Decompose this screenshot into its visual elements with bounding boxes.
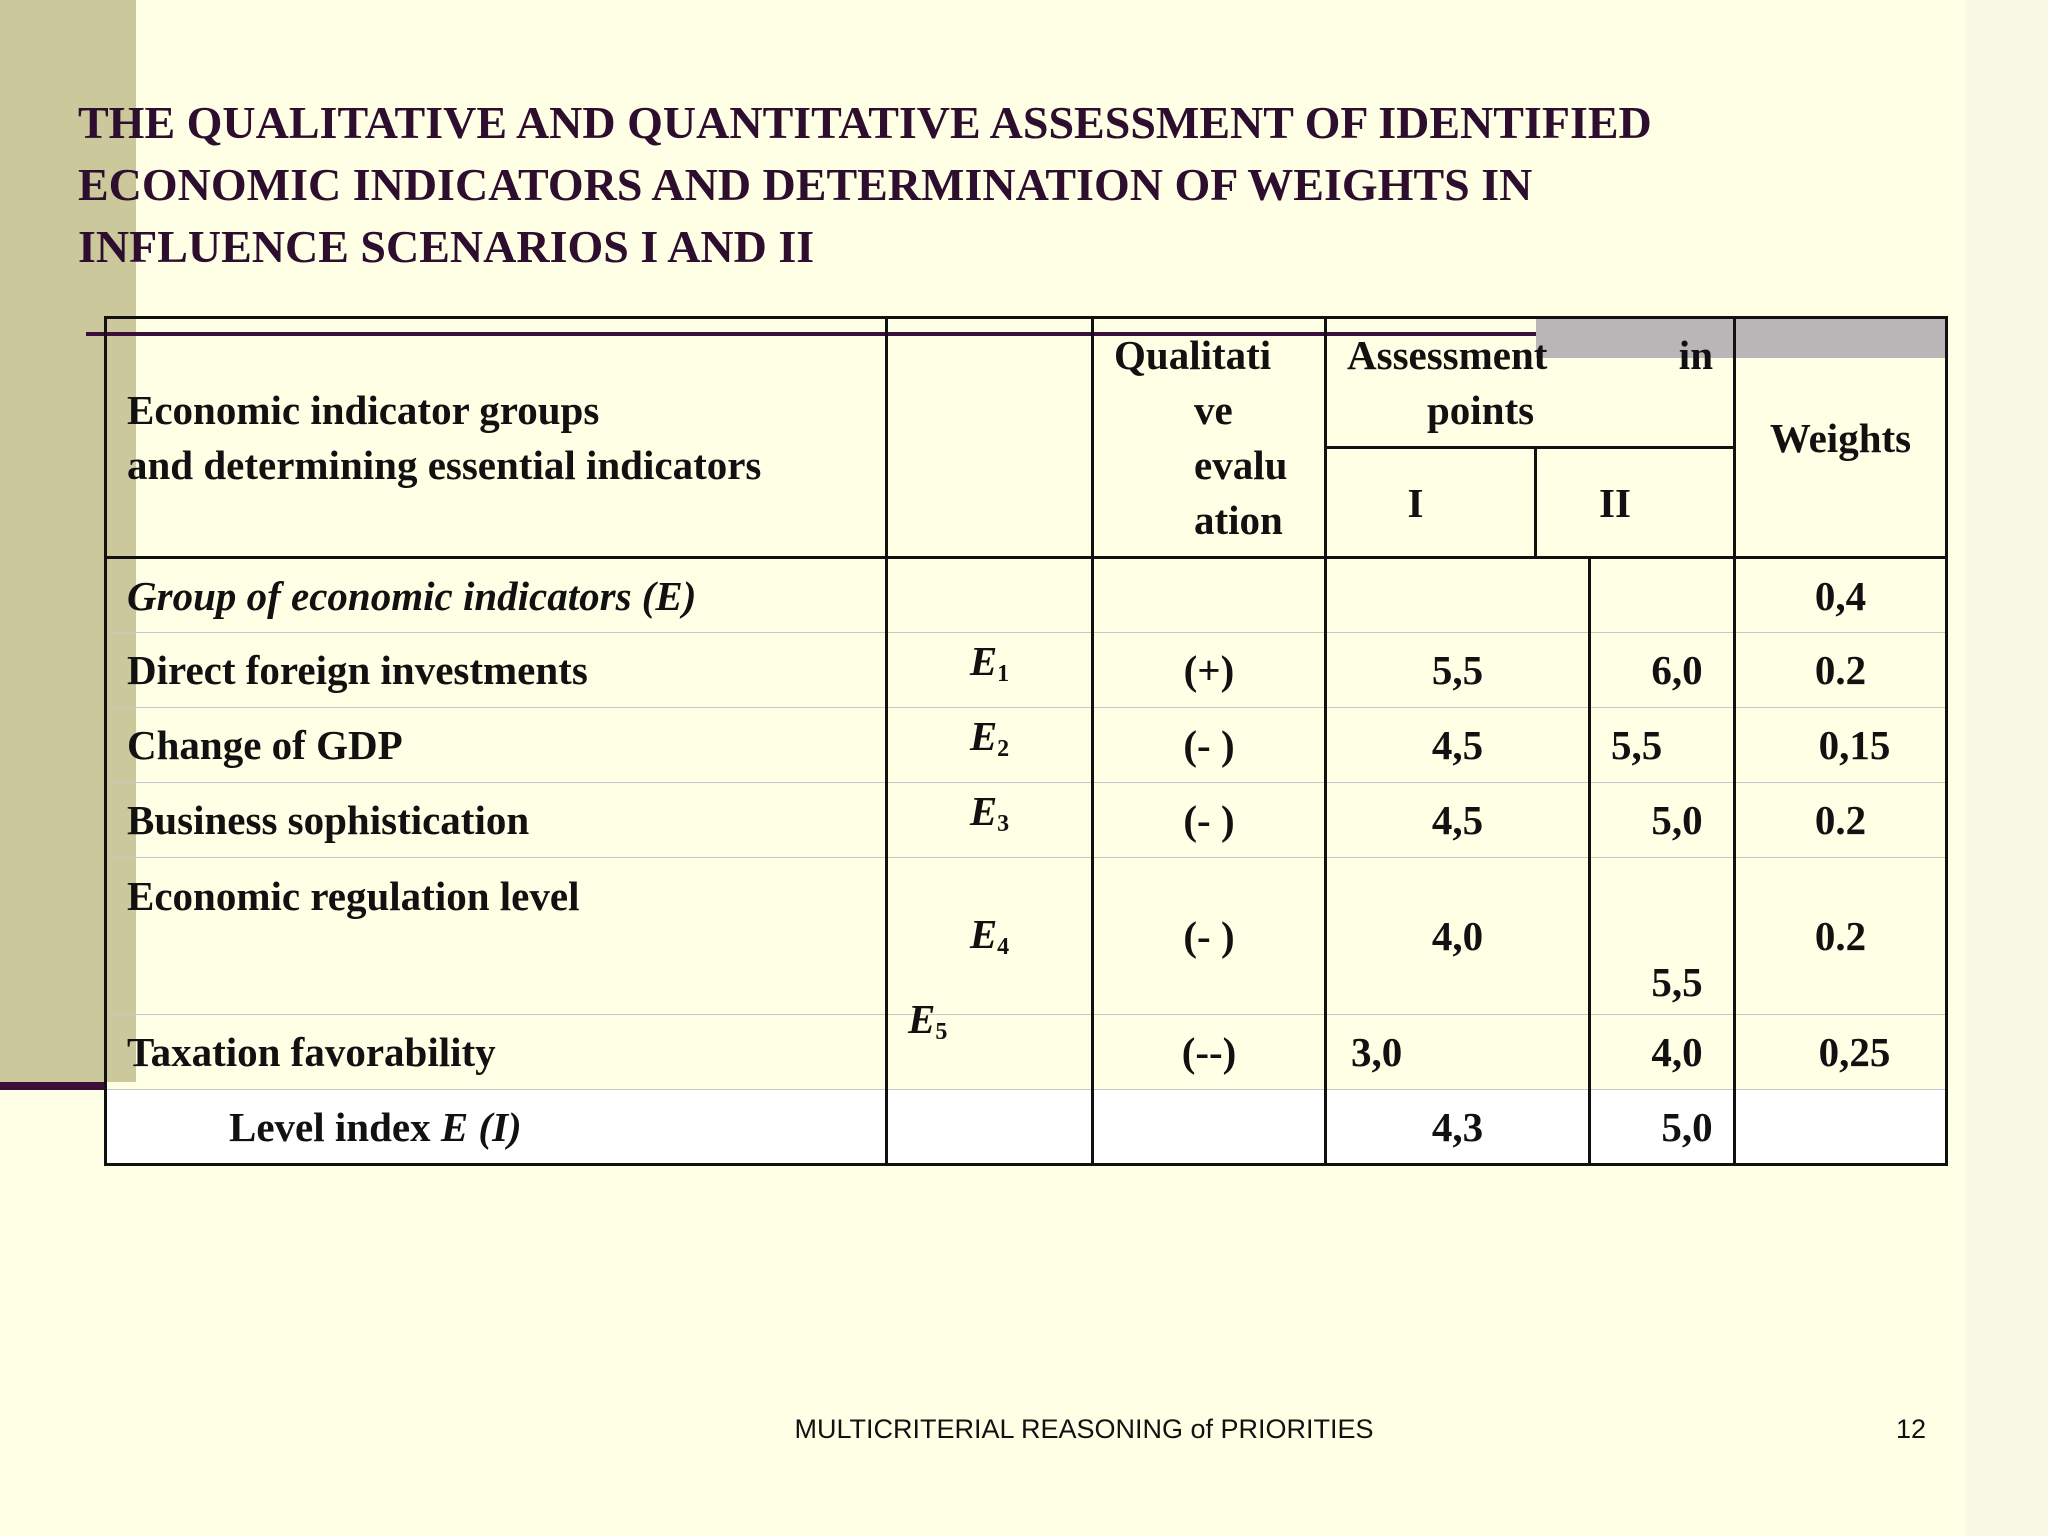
header-qual-line3: evalu (1194, 441, 1288, 488)
row-weight: 0,25 (1735, 1015, 1947, 1090)
row-score-2: 6,0 (1590, 633, 1735, 708)
row-label: Economic regulation level (106, 858, 887, 1015)
level-symbol-cell (887, 1090, 1093, 1165)
slide-title: THE QUALITATIVE AND QUANTITATIVE ASSESSMENT OF IDENTIFIED ECONOMIC INDICATORS AND DETERMINATION OF WEIGHTS IN INFLUENCE SCENARIOS I AND II (78, 97, 1652, 272)
level-score-1: 4,3 (1326, 1090, 1590, 1165)
row-weight: 0,15 (1735, 708, 1947, 783)
table-row (106, 633, 1947, 708)
group-weight: 0,4 (1735, 558, 1947, 633)
row-qualitative: (- ) (1093, 858, 1326, 1015)
row-label: Business sophistication (106, 783, 887, 858)
row-label: Change of GDP (106, 708, 887, 783)
row-score-2: 5,5 (1590, 858, 1735, 1015)
group-s1-cell (1326, 558, 1590, 633)
row-weight: 0.2 (1735, 858, 1947, 1015)
header-assessment-in-points (1326, 318, 1735, 448)
row-score-1: 3,0 (1326, 1015, 1590, 1090)
row-label: Direct foreign investments (106, 633, 887, 708)
group-symbol-cell (887, 558, 1093, 633)
header-scenario-1: I (1326, 448, 1536, 558)
row-score-2: 4,0 (1590, 1015, 1735, 1090)
group-label: Group of economic indicators (E) (106, 558, 887, 633)
row-weight: 0.2 (1735, 633, 1947, 708)
table-row (106, 783, 1947, 858)
row-qualitative: (+) (1093, 633, 1326, 708)
header-assess-word1: Assessment (1347, 331, 1548, 378)
header-assess-word3: points (1427, 386, 1535, 433)
group-qual-cell (1093, 558, 1326, 633)
assessment-table-wrapper (104, 316, 1948, 1166)
level-weight-cell (1735, 1090, 1947, 1165)
row-symbol: $E_1$ (887, 633, 1093, 708)
table-row-group (106, 558, 1947, 633)
row-score-1: 5,5 (1326, 633, 1590, 708)
header-qual-line2: ve (1194, 386, 1233, 433)
row-qualitative: (- ) (1093, 783, 1326, 858)
assessment-table (104, 316, 1948, 1166)
header-weights: Weights (1735, 318, 1947, 558)
table-row (106, 1015, 1947, 1090)
row-symbol: $E_2$ (887, 708, 1093, 783)
slide-footer: MULTICRITERIAL REASONING of PRIORITIES (794, 1414, 1374, 1444)
decorative-right-edge (1966, 0, 2048, 1536)
header-qual-line4: ation (1194, 496, 1283, 543)
group-s2-cell (1590, 558, 1735, 633)
row-weight: 0.2 (1735, 783, 1947, 858)
header-assess-word2: in (1678, 331, 1713, 378)
row-symbol: $E_5$ (887, 1015, 1093, 1090)
level-score-2: 5,0 (1590, 1090, 1735, 1165)
row-score-1: 4,0 (1326, 858, 1590, 1015)
row-qualitative: (--) (1093, 1015, 1326, 1090)
row-score-2: 5,5 (1590, 708, 1735, 783)
row-score-1: 4,5 (1326, 708, 1590, 783)
table-row (106, 708, 1947, 783)
header-qual-line1: Qualitati (1114, 331, 1272, 378)
header-symbol-cell (887, 318, 1093, 558)
decorative-side-line (0, 1082, 106, 1090)
table-row-level-index (106, 1090, 1947, 1165)
header-indicator-line1: Economic indicator groups (127, 386, 600, 433)
row-label: Taxation favorability (106, 1015, 887, 1090)
row-symbol: $E_4$ (887, 858, 1093, 1015)
header-indicator-groups (106, 318, 887, 558)
row-qualitative: (- ) (1093, 708, 1326, 783)
level-qual-cell (1093, 1090, 1326, 1165)
row-score-2: 5,0 (1590, 783, 1735, 858)
header-indicator-line2: and determining essential indicators (127, 441, 762, 488)
row-symbol: $E_3$ (887, 783, 1093, 858)
header-qualitative-evaluation (1093, 318, 1326, 558)
page-number: 12 (1896, 1414, 1927, 1444)
table-row (106, 858, 1947, 1015)
row-score-1: 4,5 (1326, 783, 1590, 858)
level-index-label: Level index E (I) (106, 1090, 887, 1165)
header-scenario-2: II (1536, 448, 1735, 558)
